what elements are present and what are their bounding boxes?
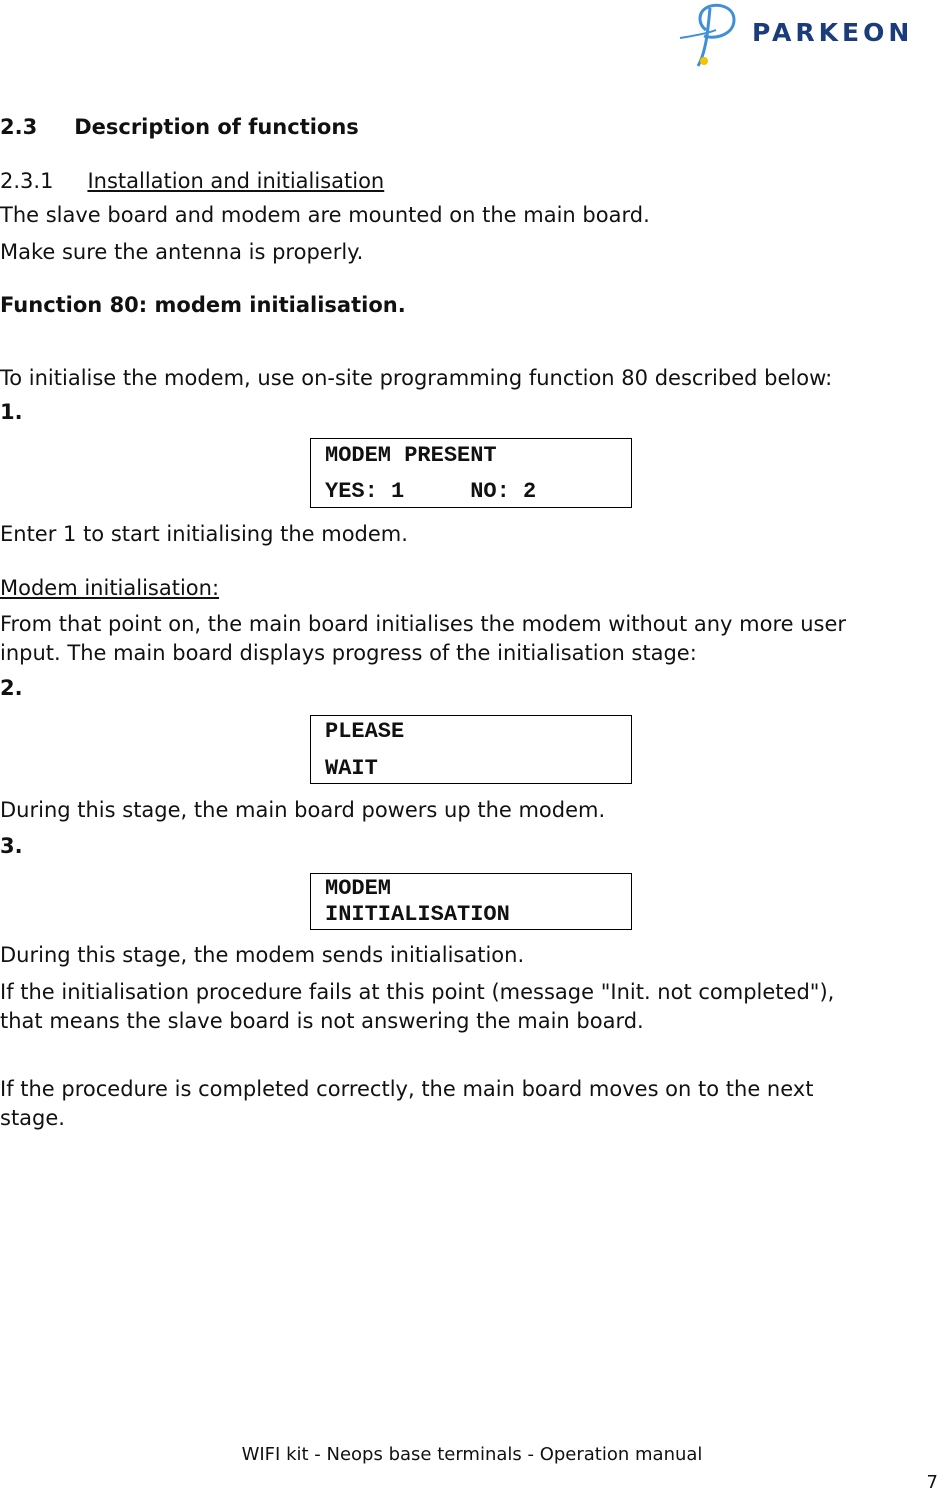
step-2-label: 2. [0,676,23,700]
subsection-title: Installation and initialisation [87,169,385,193]
paragraph-enter-1: Enter 1 to start initialising the modem. [0,522,408,546]
parkeon-logo-mark-icon [676,0,756,72]
paragraph-board-mount: The slave board and modem are mounted on the main board. [0,203,650,227]
step-3-label: 3. [0,834,23,858]
lcd-line-2: INITIALISATION [325,902,510,927]
lcd-line-1: PLEASE [325,719,405,744]
paragraph-powers-up: During this stage, the main board powers up the modem. [0,798,606,822]
paragraph-failure-line-2: that means the slave board is not answering the main board. [0,1009,644,1033]
lcd-line-2: YES: 1 NO: 2 [325,479,537,504]
page-number: 7 [926,1472,938,1493]
paragraph-initialise: To initialise the modem, use on-site programming function 80 described below: [0,366,833,390]
paragraph-antenna: Make sure the antenna is properly. [0,240,364,264]
lcd-display-modem-initialisation [310,873,632,930]
parkeon-logo [676,0,756,77]
section-title: Description of functions [74,115,359,139]
lcd-display-please-wait [310,715,632,784]
paragraph-failure-line-1: If the initialisation procedure fails at this point (message "Init. not completed"), [0,980,835,1004]
step-1-label: 1. [0,400,23,424]
footer-text: WIFI kit - Neops base terminals - Operation manual [241,1444,703,1465]
lcd-line-1: MODEM PRESENT [325,443,497,468]
subsection-number: 2.3.1 [0,169,54,193]
modem-initialisation-label: Modem initialisation: [0,576,220,600]
paragraph-success-line-2: stage. [0,1106,65,1130]
lcd-line-2: WAIT [325,756,378,781]
parkeon-wordmark: PARKEON [752,18,914,47]
lcd-line-1: MODEM [325,876,392,901]
lcd-display-modem-present [310,438,632,508]
paragraph-success-line-1: If the procedure is completed correctly, the main board moves on to the next [0,1077,814,1101]
paragraph-progress-line-2: input. The main board displays progress of the initialisation stage: [0,641,697,665]
paragraph-modem-sends: During this stage, the modem sends initialisation. [0,943,525,967]
paragraph-progress-line-1: From that point on, the main board initialises the modem without any more user [0,612,847,636]
function-heading: Function 80: modem initialisation. [0,293,406,317]
section-heading [0,115,359,139]
subsection-heading [0,169,384,193]
section-number: 2.3 [0,115,38,139]
